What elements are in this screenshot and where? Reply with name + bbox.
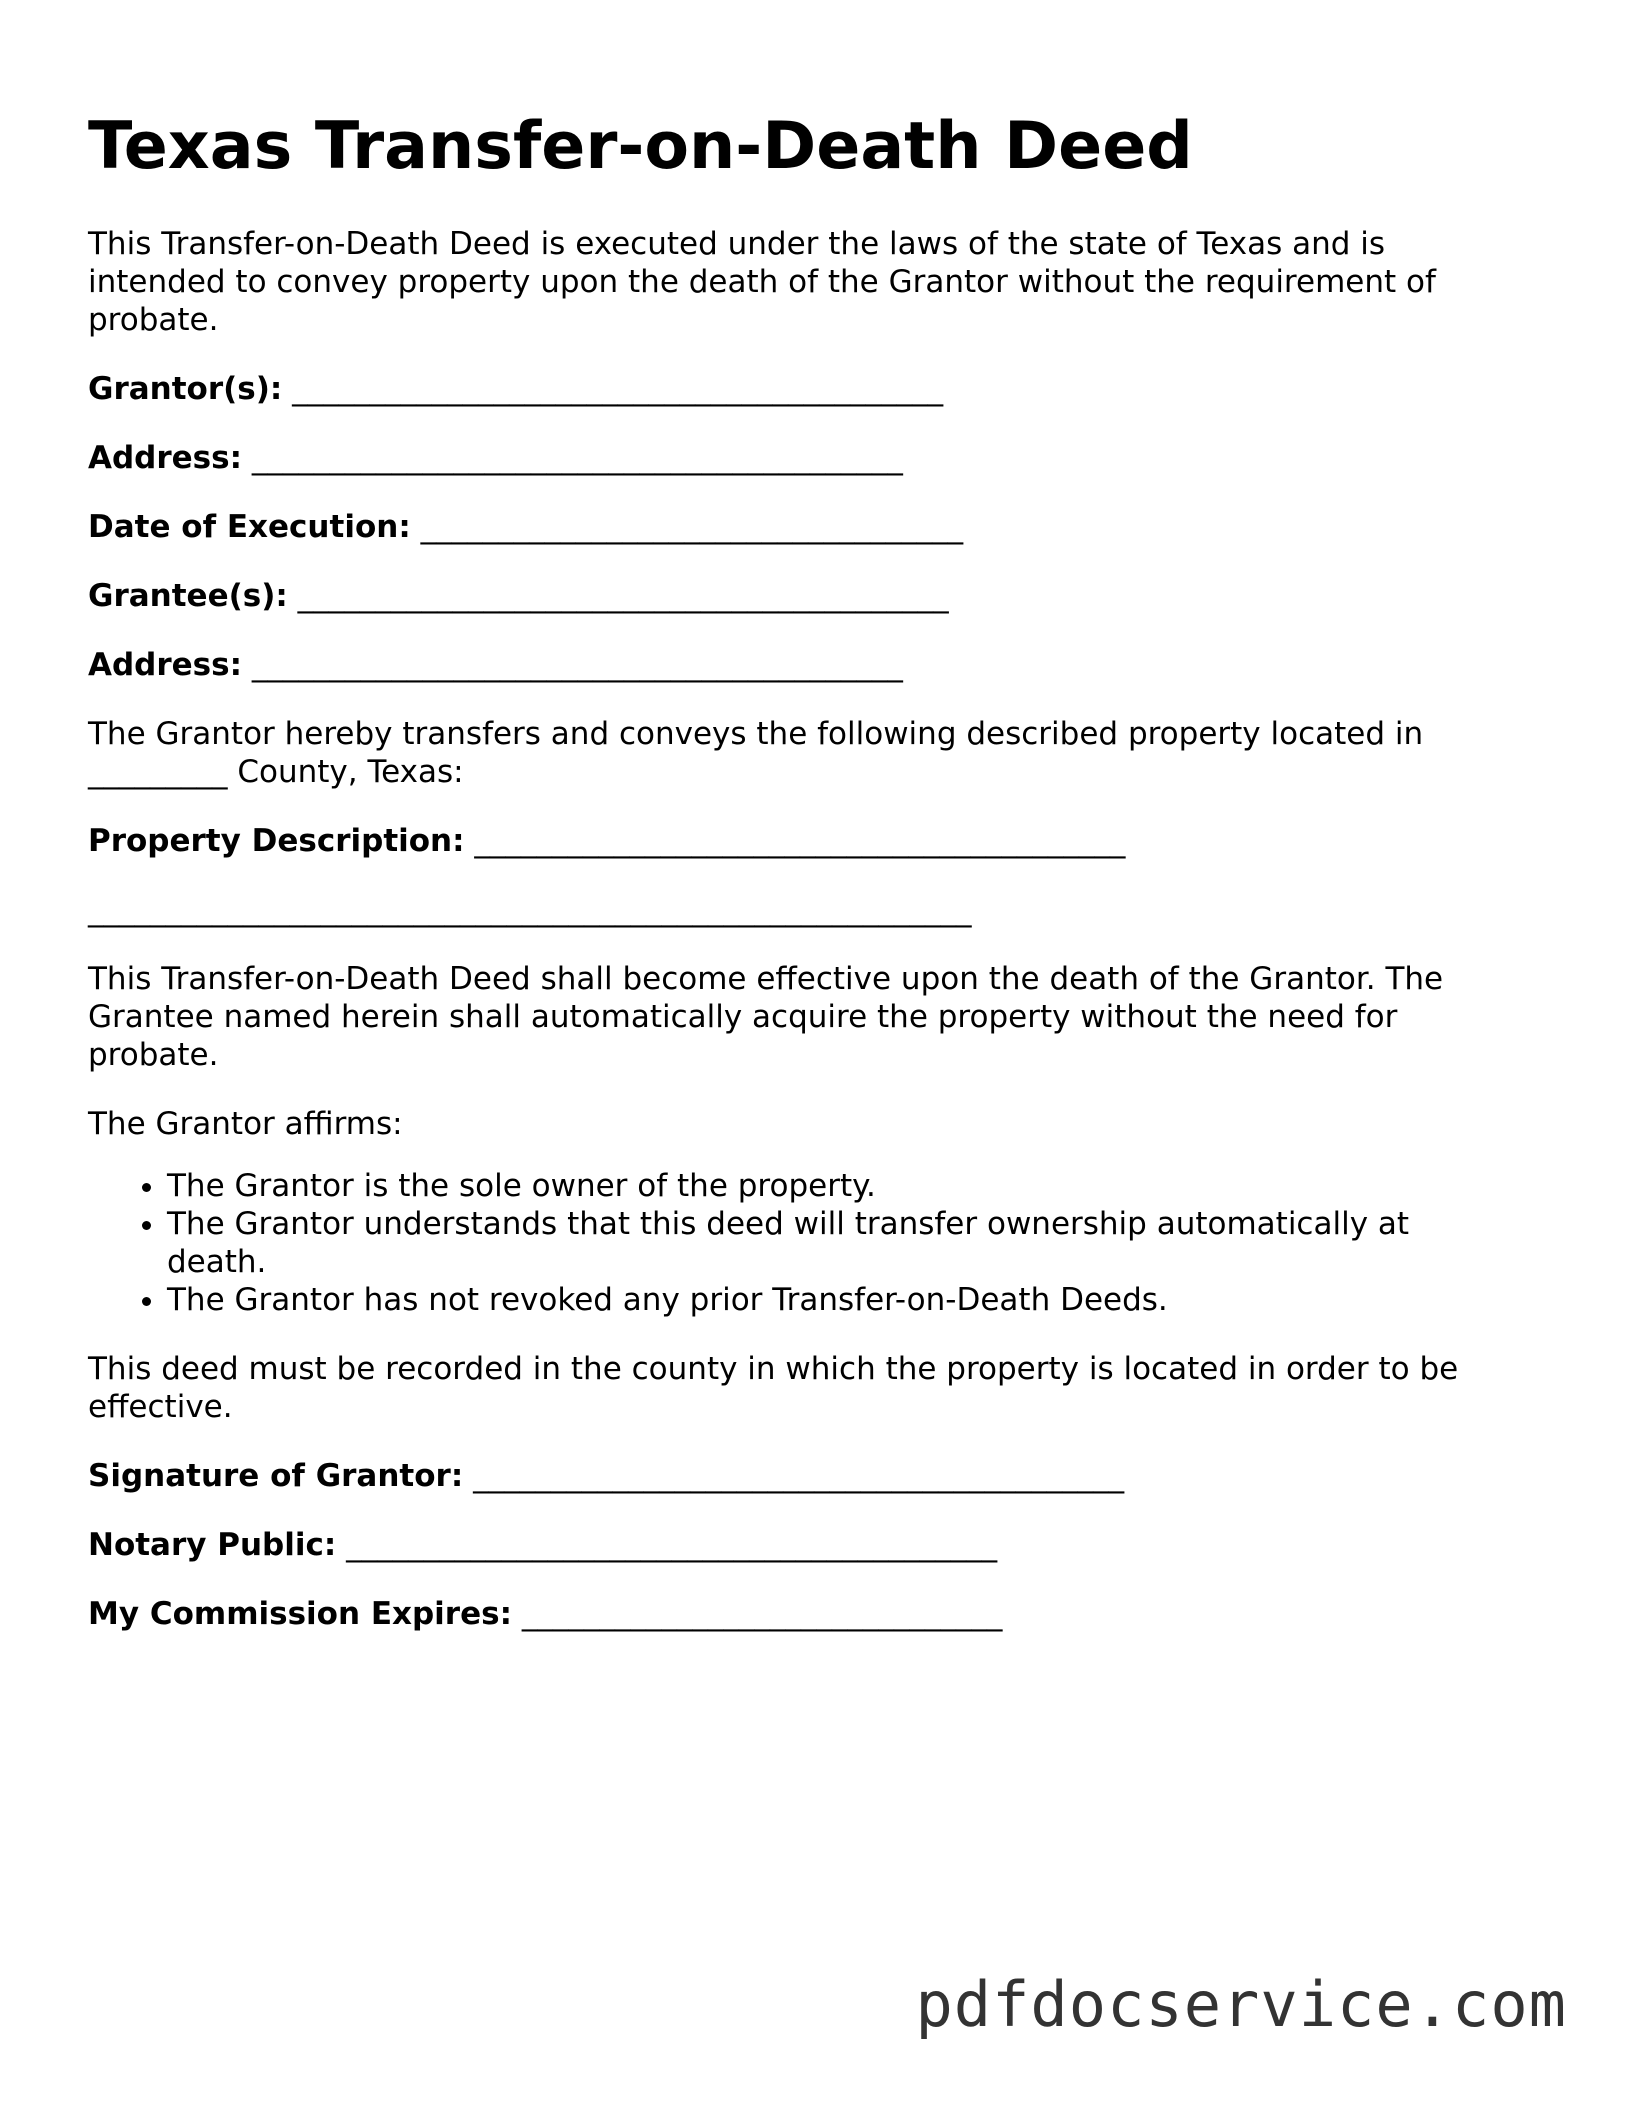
affirmation-item: • The Grantor understands that this deed will transfer ownership automatically at death. xyxy=(167,1205,1508,1281)
grantor-label: Grantor(s): xyxy=(88,370,283,407)
grantee-field xyxy=(88,577,1508,615)
grantee-label: Grantee(s): xyxy=(88,577,288,614)
grantor-blank: __________________________________________ xyxy=(292,370,944,407)
commission-expires-label: My Commission Expires: xyxy=(88,1595,512,1632)
effective-paragraph: This Transfer-on-Death Deed shall become effective upon the death of the Grantor. The Grantee named herein shall automatically acquire the property without the need for probate. xyxy=(88,960,1444,1073)
notary-public-blank: __________________________________________ xyxy=(346,1526,998,1563)
grantee-address-label: Address: xyxy=(88,646,242,683)
property-description-label: Property Description: xyxy=(88,822,465,859)
date-of-execution-blank: ___________________________________ xyxy=(420,508,964,545)
grantee-address-field xyxy=(88,646,1508,684)
grantor-address-blank: __________________________________________ xyxy=(251,439,903,476)
date-of-execution-label: Date of Execution: xyxy=(88,508,411,545)
signature-of-grantor-label: Signature of Grantor: xyxy=(88,1457,464,1494)
commission-expires-field xyxy=(88,1595,1508,1633)
signature-of-grantor-field xyxy=(88,1457,1508,1495)
watermark-text: pdfdocservice.com xyxy=(915,1968,1567,2041)
commission-expires-blank: _______________________________ xyxy=(521,1595,1003,1632)
grantor-address-field xyxy=(88,439,1508,477)
conveyance-paragraph: The Grantor hereby transfers and conveys the following described property located in _________ County, Texas: xyxy=(88,715,1424,790)
signature-of-grantor-blank: __________________________________________ xyxy=(473,1457,1125,1494)
grantor-address-label: Address: xyxy=(88,439,242,476)
recording-paragraph: This deed must be recorded in the county in which the property is located in order to be effective. xyxy=(88,1350,1459,1425)
notary-public-label: Notary Public: xyxy=(88,1526,337,1563)
property-description-continuation-line: _________________________________________________________ xyxy=(88,891,972,928)
grantee-blank: __________________________________________ xyxy=(297,577,949,614)
affirmations-list xyxy=(88,1167,1508,1319)
property-description-field xyxy=(88,822,1508,860)
property-description-blank: __________________________________________ xyxy=(474,822,1126,859)
document-page xyxy=(88,110,1508,1664)
grantee-address-blank: __________________________________________ xyxy=(251,646,903,683)
date-of-execution-field xyxy=(88,508,1508,546)
grantor-field xyxy=(88,370,1508,408)
affirms-intro: The Grantor affirms: xyxy=(88,1105,403,1142)
affirmation-item: • The Grantor has not revoked any prior Transfer-on-Death Deeds. xyxy=(167,1281,1508,1319)
notary-public-field xyxy=(88,1526,1508,1564)
document-title: Texas Transfer-on-Death Deed xyxy=(88,109,1193,184)
affirmation-item: • The Grantor is the sole owner of the property. xyxy=(167,1167,1508,1205)
intro-paragraph: This Transfer-on-Death Deed is executed under the laws of the state of Texas and is intended to convey property upon the death of the Grantor without the requirement of probate. xyxy=(88,225,1436,338)
